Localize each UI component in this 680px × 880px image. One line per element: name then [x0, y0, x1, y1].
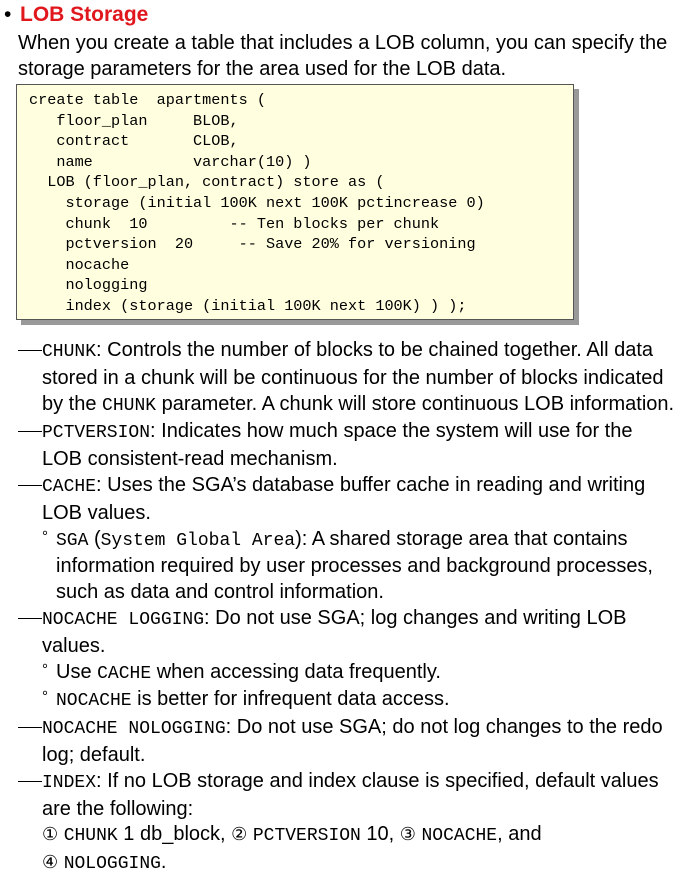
degree-bullet-icon: °: [42, 527, 48, 545]
keyword: CACHE: [42, 476, 97, 497]
dash-icon: [18, 618, 42, 619]
keyword: CHUNK: [102, 395, 157, 416]
circled-number-4: ④: [42, 852, 59, 873]
list-item-cache: [18, 473, 678, 606]
default-values-cont: [42, 850, 678, 878]
keyword: System Global Area: [100, 530, 296, 551]
dash-icon: [18, 727, 42, 728]
section-title: LOB Storage: [20, 3, 149, 26]
degree-bullet-icon: °: [42, 660, 48, 678]
dash-icon: [18, 781, 42, 782]
default-values: [42, 822, 678, 850]
item-text: : If no LOB storage and index clause is specified, default values are the following:: [42, 769, 659, 820]
keyword: NOCACHE LOGGING: [42, 609, 205, 630]
item-text: : Uses the SGA’s database buffer cache in reading and writing LOB values.: [42, 473, 646, 524]
list-item-chunk: [18, 338, 678, 419]
item-text: 10,: [360, 823, 400, 846]
circled-number-3: ③: [399, 824, 416, 845]
options-list: [18, 338, 678, 878]
item-text: : Controls the number of blocks to be chained together. All data stored in a chunk will be continuous for the number of blocks indicated by the: [42, 339, 664, 415]
item-text: parameter. A chunk will store continuous LOB information.: [156, 392, 675, 415]
keyword: INDEX: [42, 772, 97, 793]
keyword: NOCACHE NOLOGGING: [42, 719, 226, 740]
code-example: create table apartments ( floor_plan BLOB, contract CLOB, name varchar(10) ) LOB (floor_plan, contract) store as ( storage (initial 100K next 100K pctincrease 0) chunk 10 -- Ten blocks per chunk pctversion 20 -- Save 20% for versioning nocache nologging index (storage (initial 100K next 100K) ) );: [29, 91, 485, 315]
item-text: : Indicates how much space the system will use for the LOB consistent-read mechanism.: [42, 420, 633, 471]
list-item-nocache-logging: [18, 606, 678, 715]
list-item-nocache-nologging: [18, 715, 678, 769]
item-text: when accessing data frequently.: [151, 660, 441, 683]
keyword: NOCACHE: [56, 691, 132, 712]
keyword: CHUNK: [42, 342, 97, 362]
circled-number-1: ①: [42, 824, 59, 845]
circled-number-2: ②: [231, 824, 248, 845]
keyword: CACHE: [97, 663, 152, 684]
sub-item-use-cache: [42, 660, 678, 688]
bullet-icon: •: [4, 3, 12, 26]
keyword: NOCACHE: [421, 826, 498, 847]
keyword: PCTVERSION: [252, 826, 361, 847]
sub-item-sga: [42, 527, 678, 606]
item-text: Use: [56, 660, 98, 683]
list-item-index: [18, 769, 678, 878]
item-text: .: [160, 851, 167, 874]
keyword: PCTVERSION: [42, 423, 151, 444]
code-example-box: [16, 84, 574, 320]
section-heading: [4, 3, 148, 27]
item-text: (: [88, 527, 101, 550]
dash-icon: [18, 485, 42, 486]
item-text: , and: [497, 823, 542, 846]
sub-item-nocache: [42, 687, 678, 715]
keyword: CHUNK: [63, 826, 118, 847]
dash-icon: [18, 431, 42, 432]
list-item-pctversion: [18, 419, 678, 473]
item-text: : Do not use SGA; log changes and writing LOB values.: [42, 606, 627, 657]
degree-bullet-icon: °: [42, 688, 48, 706]
item-text: ): A shared storage area that contains information required by user processes and background processes, such as data and control information.: [56, 527, 653, 604]
intro-paragraph: When you create a table that includes a LOB column, you can specify the storage parameters for the area used for the LOB data.: [18, 32, 668, 80]
dash-icon: [18, 350, 42, 351]
item-text: : Do not use SGA; do not log changes to the redo log; default.: [42, 716, 663, 766]
item-text: 1 db_block,: [117, 823, 232, 846]
item-text: is better for infrequent data access.: [131, 688, 450, 711]
keyword: SGA: [56, 530, 89, 551]
keyword: NOLOGGING: [63, 854, 161, 875]
